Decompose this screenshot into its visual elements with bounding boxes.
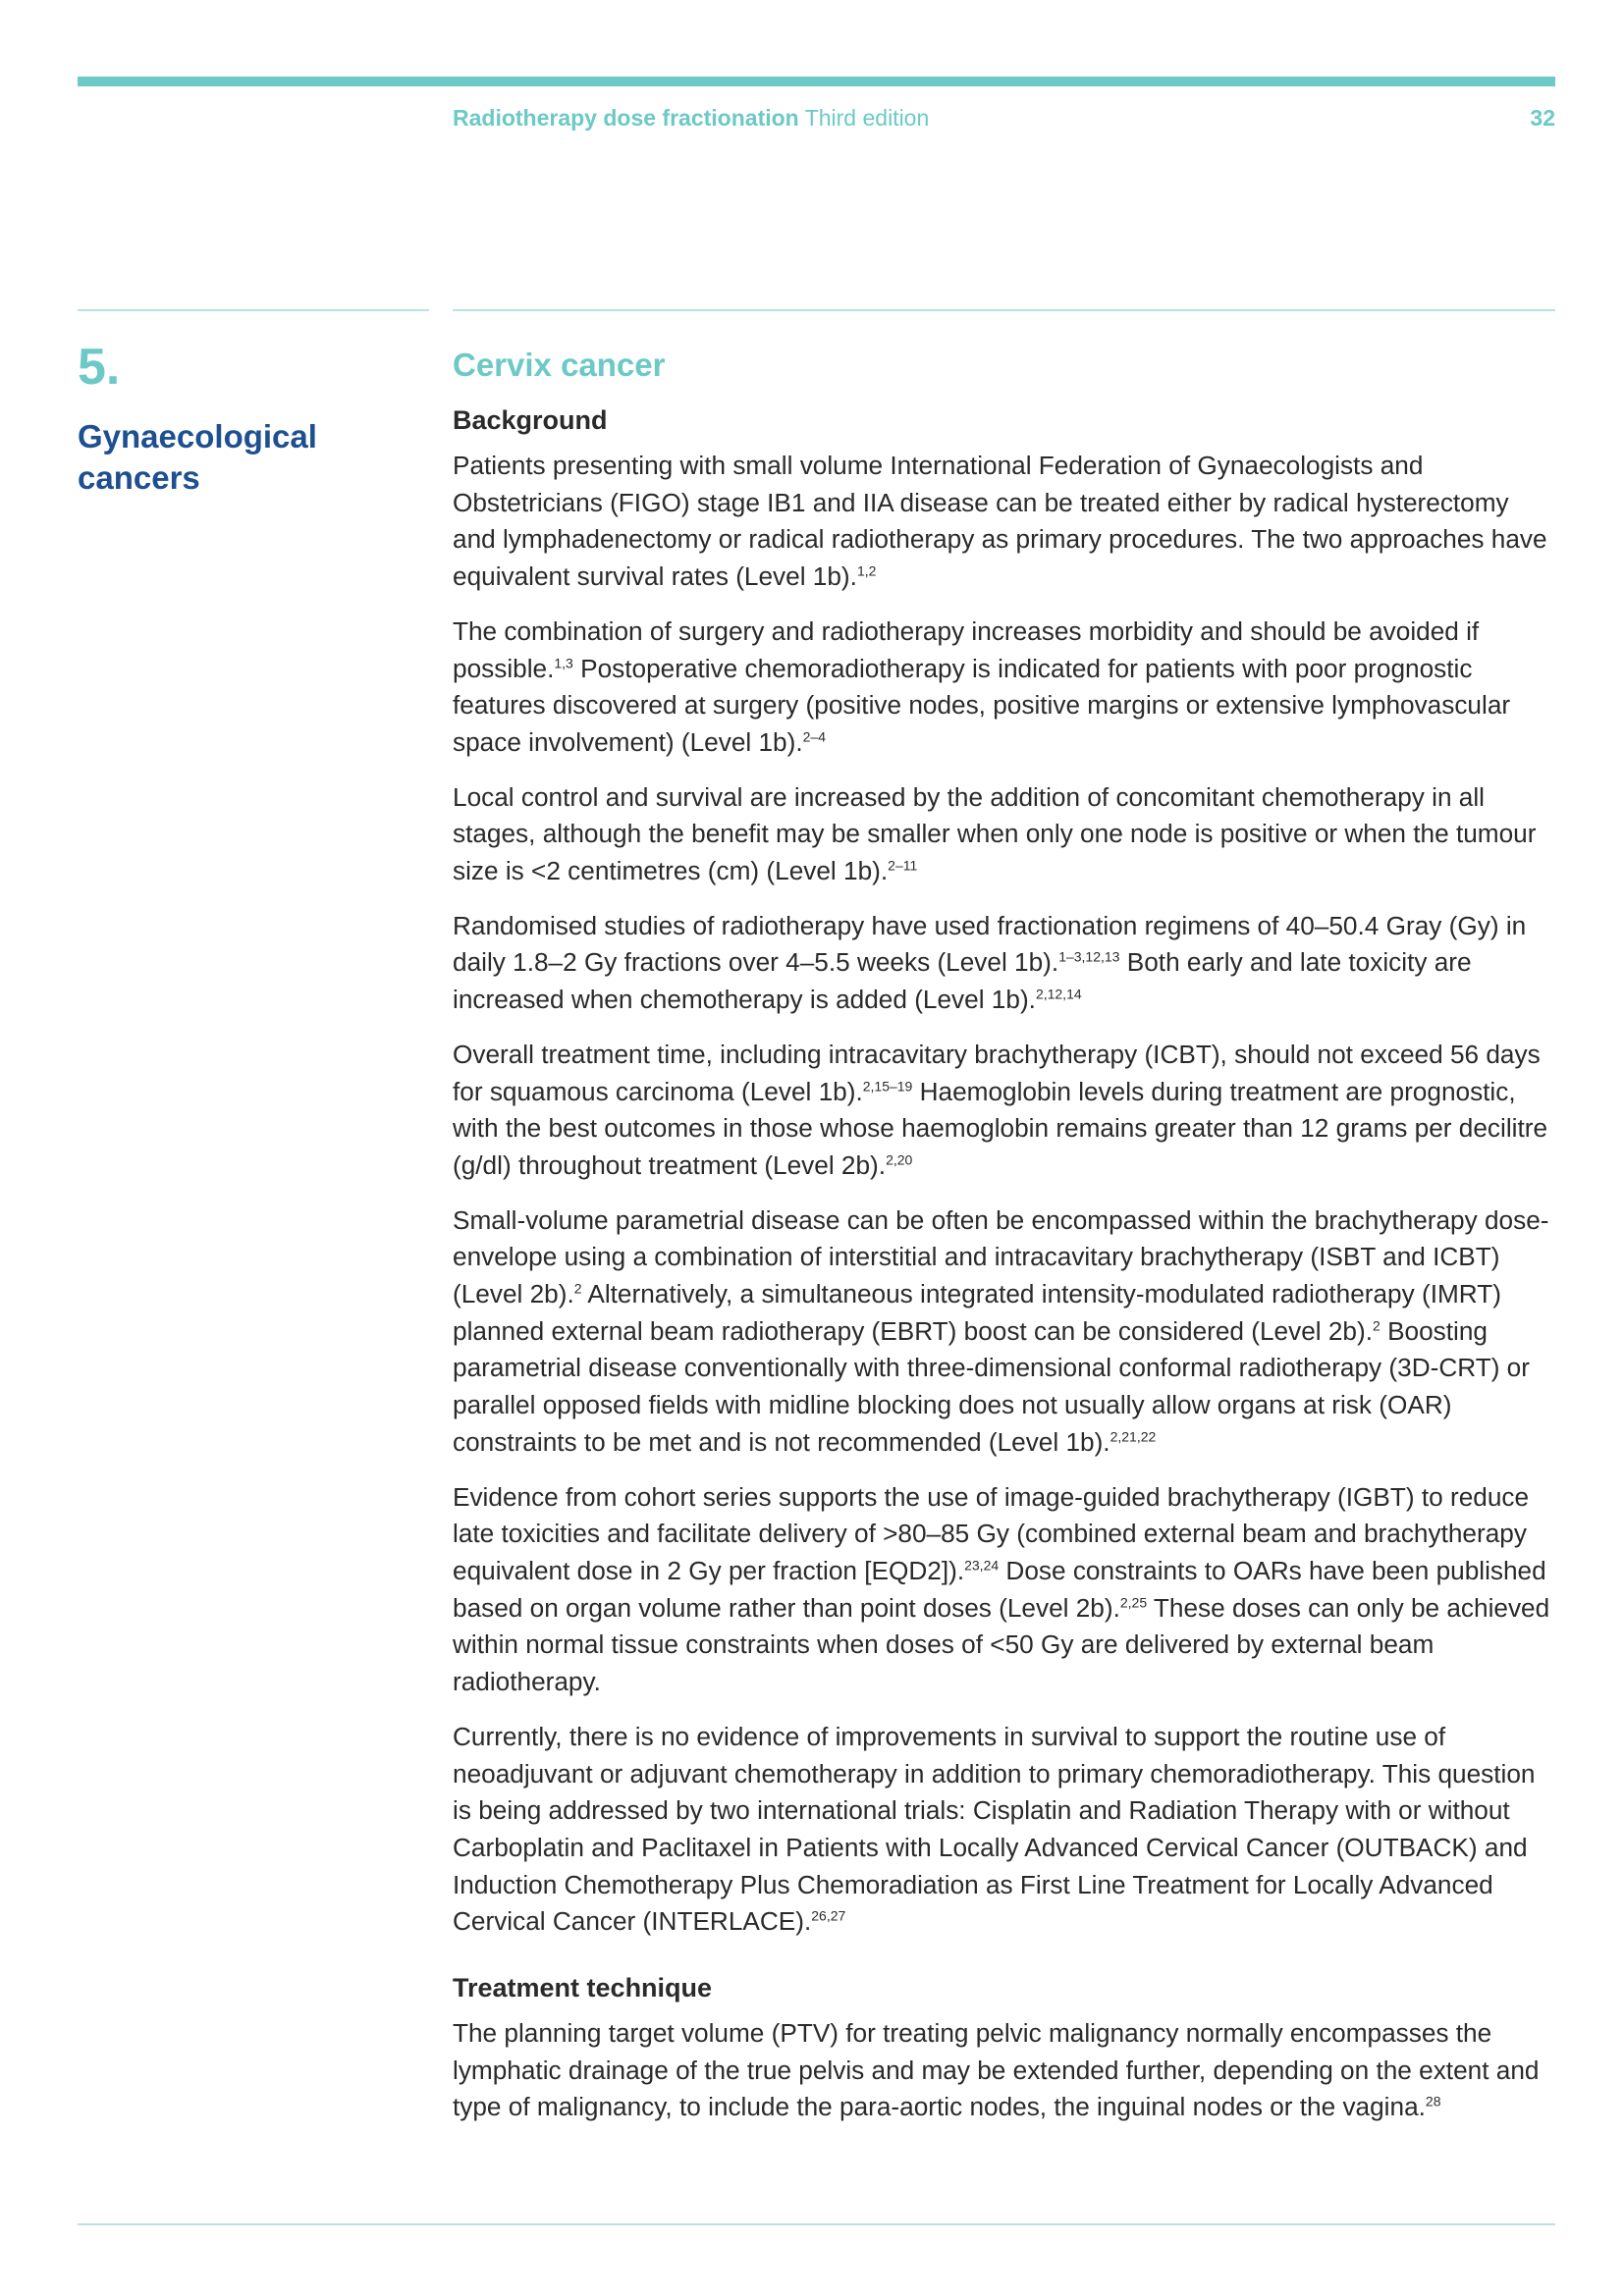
paragraph-6 bbox=[453, 1202, 1557, 1462]
paragraph-3 bbox=[453, 779, 1557, 890]
paragraph-text: Patients presenting with small volume International Federation of Gynaecologists and Obstetricians (FIGO) stage IB1 and IIA disease can be treated either by radical hysterectomy and lymphadenectomy or radical radiotherapy as primary procedures. The two approaches have equivalent survival rates (Level 1b). bbox=[453, 451, 1547, 592]
document-title: Radiotherapy dose fractionation bbox=[453, 105, 799, 131]
citation-ref: 2 bbox=[1373, 1317, 1380, 1334]
citation-ref: 2 bbox=[573, 1280, 582, 1297]
technique-heading: Treatment technique bbox=[453, 1973, 713, 2003]
top-accent-rule bbox=[78, 77, 1555, 86]
paragraph-4 bbox=[453, 908, 1557, 1019]
paragraph-text: Dose constraints to OARs have been published based on organ volume rather than point doses (Level 2b). bbox=[453, 1555, 1546, 1623]
section-number: 5. bbox=[78, 339, 121, 396]
citation-ref: 2,25 bbox=[1119, 1593, 1148, 1610]
paragraph-text: Postoperative chemoradiotherapy is indicated for patients with poor prognostic features discovered at surgery (positive nodes, positive margins or extensive lymphovascular space involvement) (Level 1b). bbox=[453, 653, 1511, 757]
paragraph-text: Overall treatment time, including intracavitary brachytherapy (ICBT), should not exceed 56 days for squamous carcinoma (Level 1b). bbox=[453, 1039, 1541, 1106]
paragraph-text: The combination of surgery and radiotherapy increases morbidity and should be avoided if possible. bbox=[453, 615, 1480, 683]
bottom-rule bbox=[78, 2223, 1555, 2225]
paragraph-text: The planning target volume (PTV) for treating pelvic malignancy normally encompasses the lymphatic drainage of the true pelvis and may be extended further, depending on the extent and type of malignancy, to include the para-aortic nodes, the inguinal nodes or the vagina. bbox=[453, 2018, 1540, 2122]
paragraph-text: These doses can only be achieved within normal tissue constraints when doses of <50 Gy are delivered by external beam radiotherapy. bbox=[453, 1592, 1550, 1697]
sidebar-divider bbox=[78, 309, 429, 311]
section-title: Gynaecological cancers bbox=[78, 418, 317, 496]
paragraph-text: Small-volume parametrial disease can be often be encompassed within the brachytherapy dose-envelope using a combination of interstitial and intracavitary brachytherapy (ISBT and ICBT) (Level 2b). bbox=[453, 1204, 1549, 1309]
citation-ref: 1–3,12,13 bbox=[1058, 948, 1120, 965]
paragraph-text: Haemoglobin levels during treatment are prognostic, with the best outcomes in those whose haemoglobin remains greater than 12 grams per decilitre (g/dl) throughout treatment (Level 2b). bbox=[453, 1076, 1548, 1180]
running-header bbox=[453, 105, 929, 132]
paragraph-text: Alternatively, a simultaneous integrated intensity-modulated radiotherapy (IMRT) planned external beam radiotherapy (EBRT) boost can be considered (Level 2b). bbox=[453, 1279, 1501, 1346]
edition-label: Third edition bbox=[798, 105, 930, 131]
citation-ref: 1,2 bbox=[856, 562, 877, 579]
background-heading: Background bbox=[453, 405, 608, 435]
citation-ref: 26,27 bbox=[811, 1907, 846, 1924]
main-content bbox=[453, 346, 1557, 2144]
citation-ref: 23,24 bbox=[964, 1557, 1000, 1574]
citation-ref: 28 bbox=[1425, 2093, 1441, 2109]
paragraph-text: Local control and survival are increased by the addition of concomitant chemotherapy in all stages, although the benefit may be smaller when only one node is positive or when the tumour size is <2 centimetres (cm) (Level 1b). bbox=[453, 781, 1537, 886]
paragraph-7 bbox=[453, 1479, 1557, 1701]
content-divider bbox=[453, 309, 1555, 311]
paragraph-8 bbox=[453, 1719, 1557, 1941]
paragraph-text: Randomised studies of radiotherapy have used fractionation regimens of 40–50.4 Gray (Gy) in daily 1.8–2 Gy fractions over 4–5.5 weeks (Level 1b). bbox=[453, 910, 1527, 978]
citation-ref: 2,20 bbox=[886, 1151, 913, 1168]
paragraph-1 bbox=[453, 448, 1557, 596]
technique-paragraph bbox=[453, 2015, 1557, 2126]
citation-ref: 1,3 bbox=[554, 654, 573, 670]
citation-ref: 2,15–19 bbox=[862, 1077, 913, 1094]
paragraph-2 bbox=[453, 614, 1557, 762]
paragraph-text: Both early and late toxicity are increased when chemotherapy is added (Level 1b). bbox=[453, 947, 1472, 1015]
paragraph-text: Evidence from cohort series supports the use of image-guided brachytherapy (IGBT) to reduce late toxicities and facilitate delivery of >80–85 Gy (combined external beam and brachytherapy equivalent dose in 2 Gy per fraction [EQD2]). bbox=[453, 1481, 1530, 1585]
citation-ref: 2–4 bbox=[802, 728, 826, 745]
paragraph-5 bbox=[453, 1037, 1557, 1185]
paragraph-text: Boosting parametrial disease conventionally with three-dimensional conformal radiotherapy (3D-CRT) or parallel opposed fields with midline blocking does not usually allow organs at risk (OAR) constraints to be met and is not recommended (Level 1b). bbox=[453, 1315, 1530, 1457]
page-heading: Cervix cancer bbox=[453, 347, 666, 383]
paragraph-text: Currently, there is no evidence of improvements in survival to support the routine use of neoadjuvant or adjuvant chemotherapy in addition to primary chemoradiotherapy. This question is being addressed by two international trials: Cisplatin and Radiation Therapy with or without Carboplatin and Paclitaxel in Patients with Locally Advanced Cervical Cancer (OUTBACK) and Induction Chemotherapy Plus Chemoradiation as First Line Treatment for Locally Advanced Cervical Cancer (INTERLACE). bbox=[453, 1721, 1536, 1937]
citation-ref: 2–11 bbox=[888, 857, 918, 874]
citation-ref: 2,12,14 bbox=[1035, 986, 1082, 1002]
citation-ref: 2,21,22 bbox=[1110, 1428, 1157, 1445]
page-number: 32 bbox=[1530, 105, 1555, 131]
